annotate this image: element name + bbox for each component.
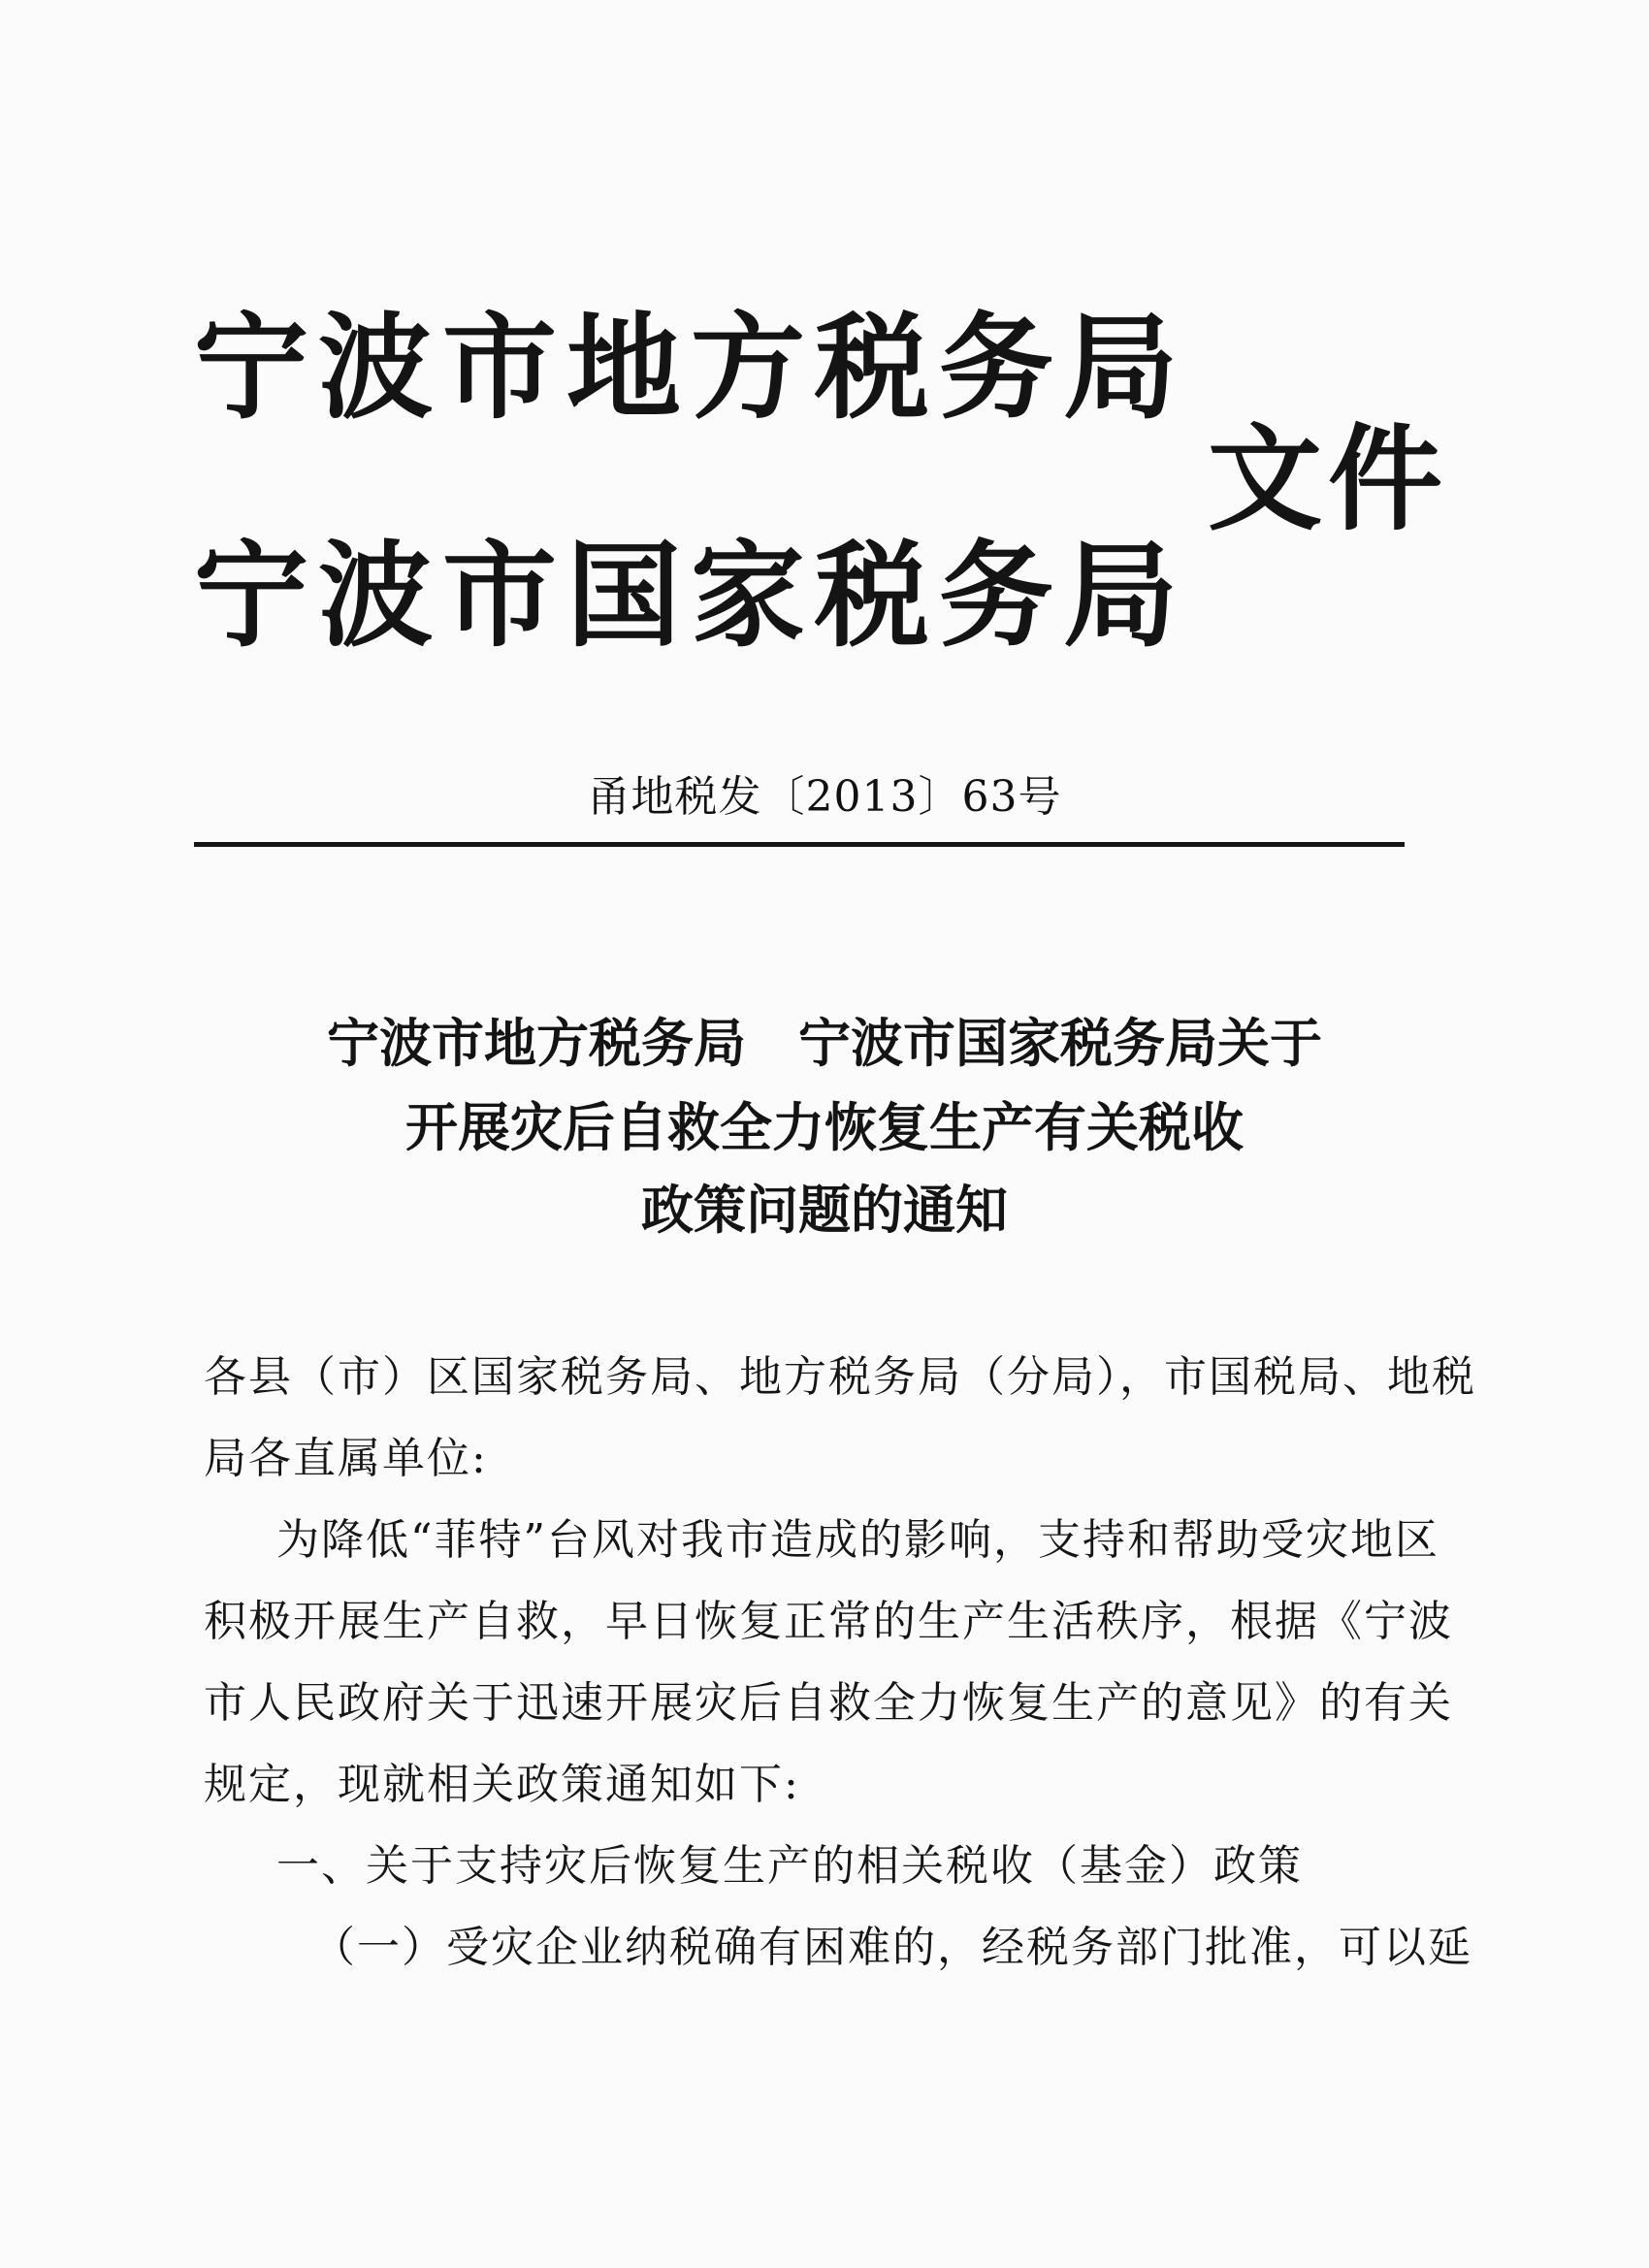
issuer-name-national-tax: 宁波市国家税务局 <box>194 529 1188 663</box>
document-number: 甬地税发〔2013〕63号 <box>587 772 1062 822</box>
notice-title-line-2: 开展灾后自救全力恢复生产有关税收 <box>405 1096 1244 1158</box>
recipients-line-1: 各县（市）区国家税务局、地方税务局（分局），市国税局、地税 <box>204 1352 1476 1402</box>
notice-title-line-1: 宁波市地方税务局 宁波市国家税务局关于 <box>327 1012 1322 1074</box>
header-divider <box>194 842 1405 847</box>
paragraph-1-line-2: 积极开展生产自救，早日恢复正常的生产生活秩序，根据《宁波 <box>204 1597 1453 1646</box>
item-1-line-1: （一）受灾企业纳税确有困难的，经税务部门批准，可以延 <box>312 1923 1472 1972</box>
paragraph-1-line-1: 为降低“菲特”台风对我市造成的影响，支持和帮助受灾地区 <box>276 1515 1439 1565</box>
notice-title-line-3: 政策问题的通知 <box>641 1179 1008 1241</box>
document-type-label: 文件 <box>1208 412 1449 546</box>
recipients-line-2: 局各直属单位: <box>204 1434 488 1483</box>
section-1-heading: 一、关于支持灾后恢复生产的相关税收（基金）政策 <box>276 1841 1303 1891</box>
issuer-name-local-tax: 宁波市地方税务局 <box>194 301 1188 435</box>
paragraph-1-line-3: 市人民政府关于迅速开展灾后自救全力恢复生产的意见》的有关 <box>204 1678 1453 1728</box>
paragraph-1-line-4: 规定，现就相关政策通知如下: <box>204 1760 800 1809</box>
